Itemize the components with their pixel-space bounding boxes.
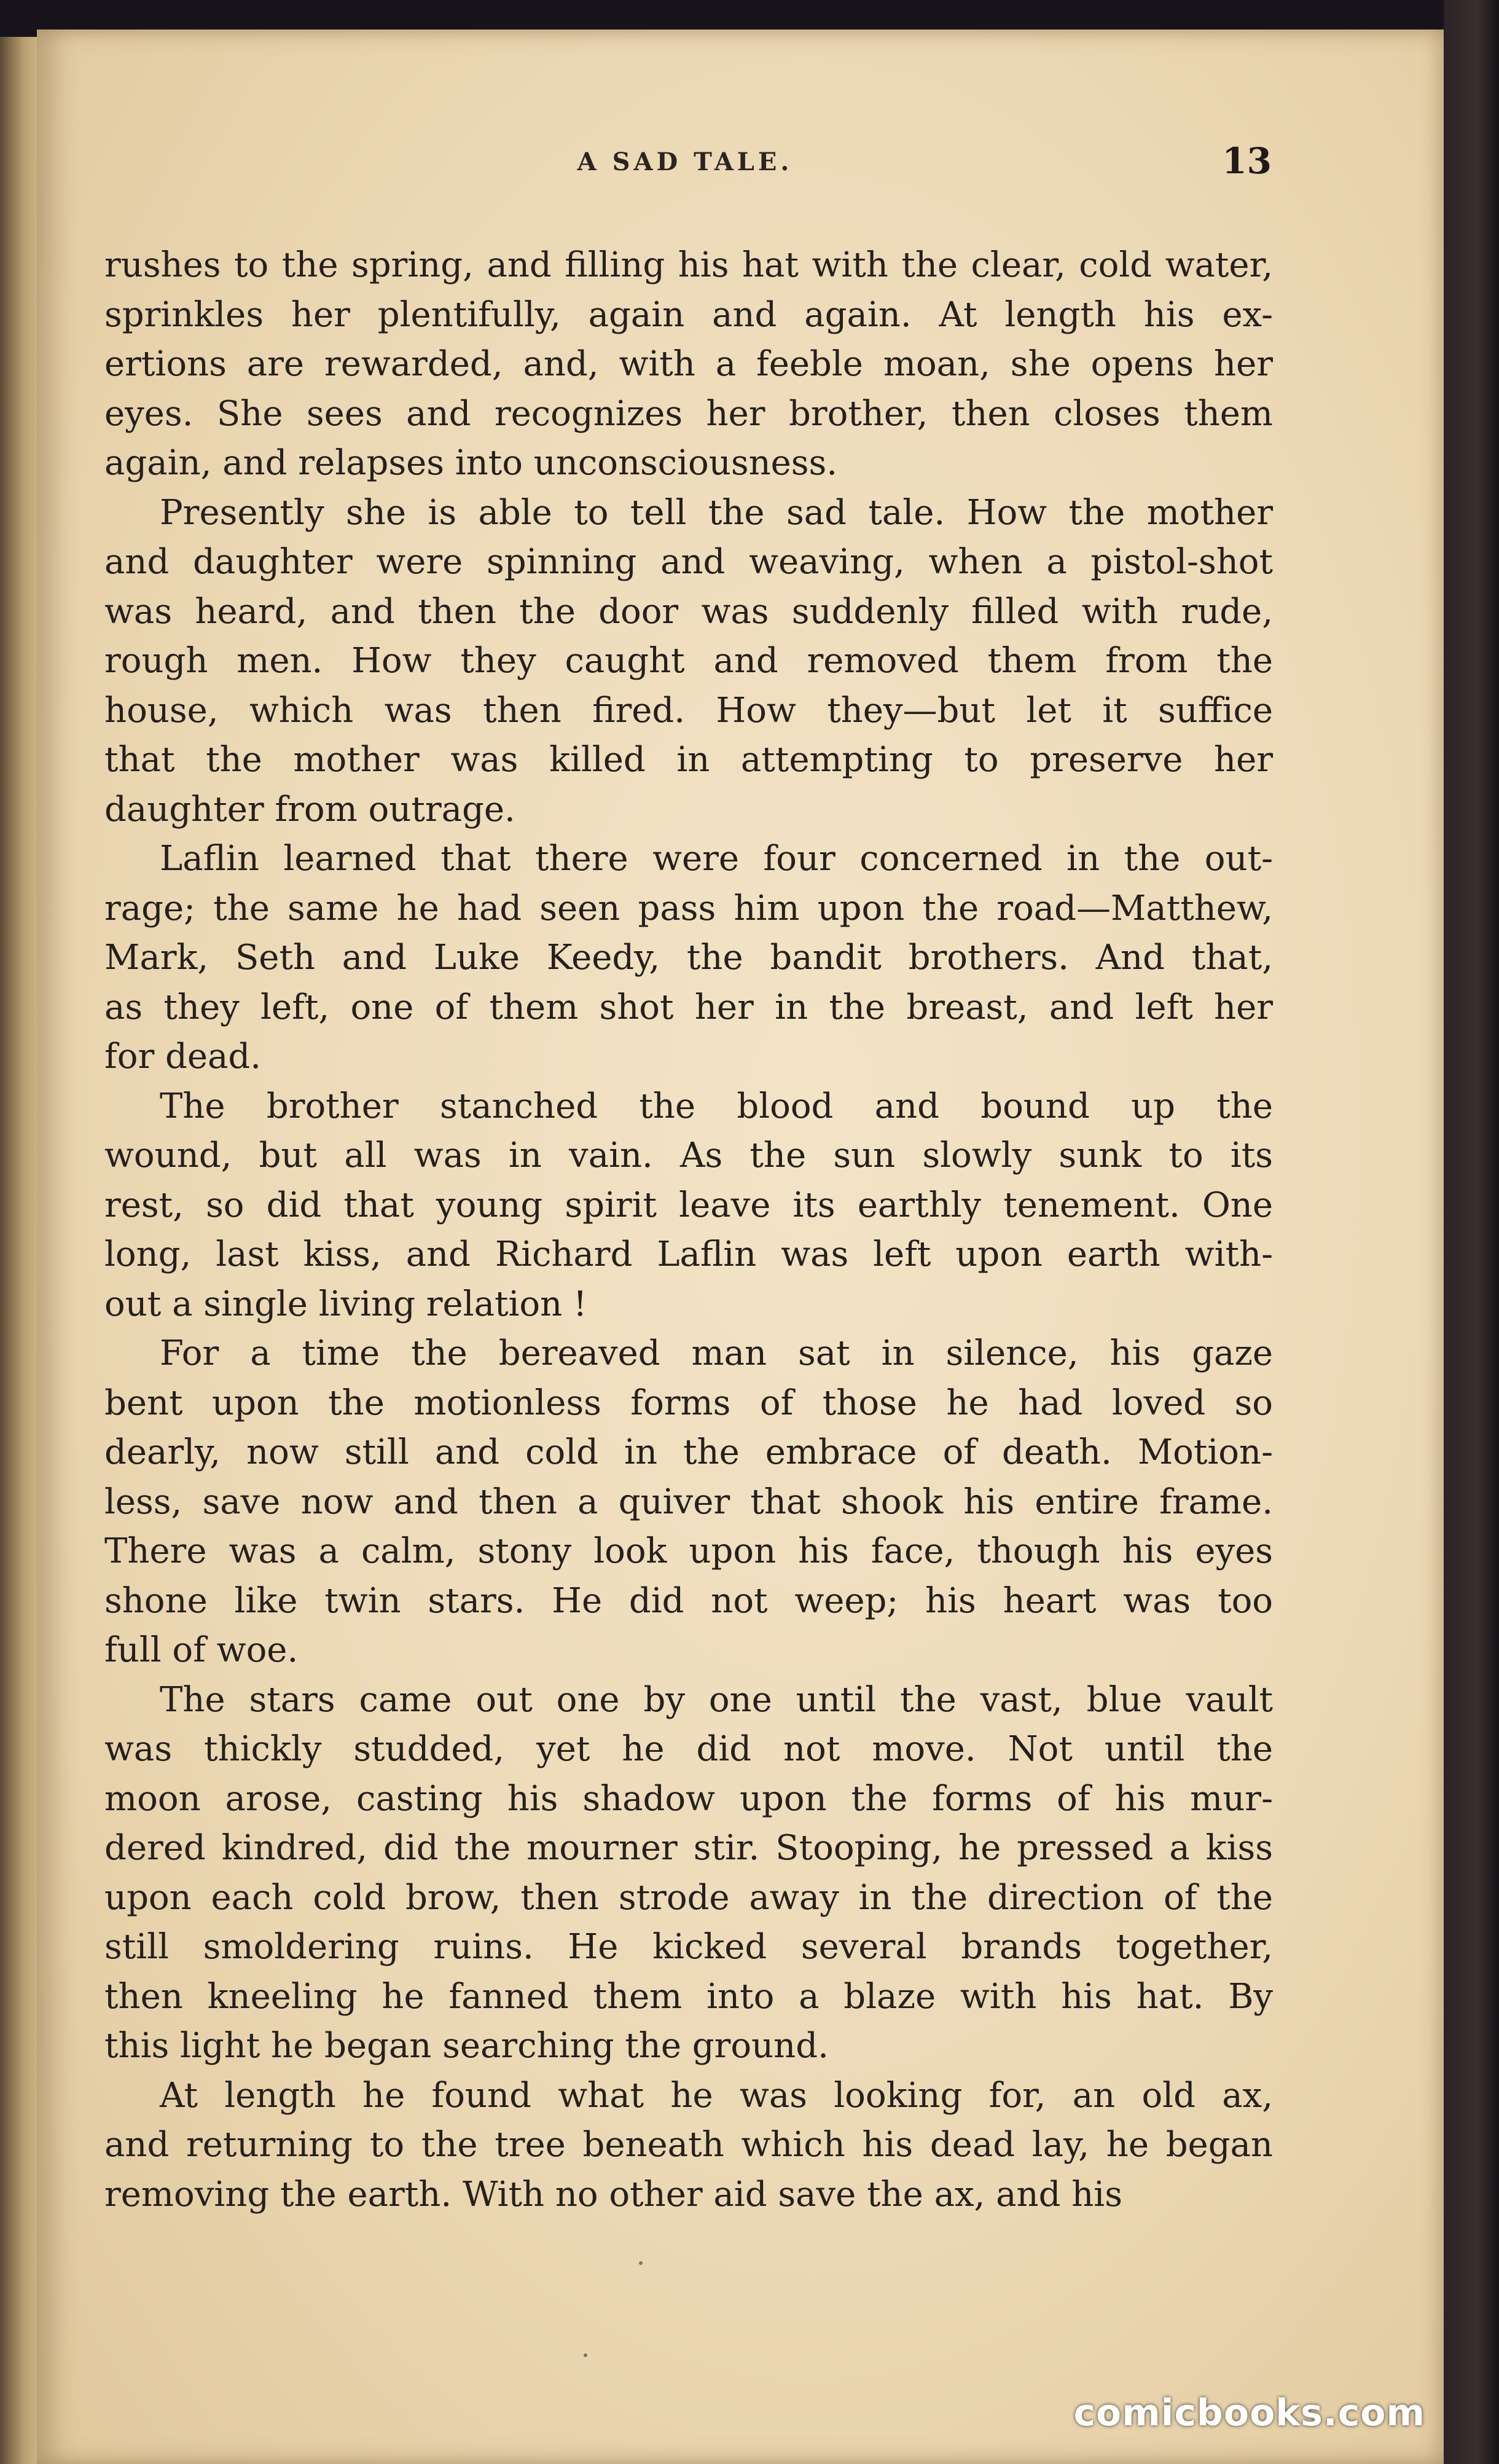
text-line: and daughter were spinning and weaving, when a pistol-shot (104, 542, 1273, 582)
text-line: ertions are rewarded, and, with a feeble moan, she opens her (104, 344, 1273, 384)
text-line: wound, but all was in vain. As the sun slowly sunk to its (104, 1136, 1273, 1175)
ink-speck (639, 2261, 643, 2265)
text-line: The brother stanched the blood and bound up the (160, 1086, 1273, 1126)
text-line: that the mother was killed in attempting to preserve her (104, 740, 1273, 780)
text-line: and returning to the tree beneath which his dead lay, he began (104, 2125, 1273, 2165)
page-number: 13 (1222, 140, 1272, 182)
text-line: long, last kiss, and Richard Laflin was left upon earth with- (104, 1234, 1273, 1274)
running-title: A SAD TALE. (577, 147, 793, 176)
text-line: still smoldering ruins. He kicked several brands together, (104, 1927, 1273, 1967)
text-line: dearly, now still and cold in the embrace of death. Motion- (104, 1432, 1273, 1472)
text-line: At length he found what he was looking for, an old ax, (160, 2075, 1273, 2116)
text-line: removing the earth. With no other aid save the ax, and his (104, 2174, 1122, 2215)
text-line: moon arose, casting his shadow upon the forms of his mur- (104, 1778, 1273, 1819)
text-line: rough men. How they caught and removed them from the (104, 641, 1273, 681)
text-line: The stars came out one by one until the vast, blue vault (160, 1679, 1273, 1720)
text-line: this light he began searching the ground. (104, 2026, 829, 2066)
text-line: Mark, Seth and Luke Keedy, the bandit brothers. And that, (104, 938, 1273, 978)
text-line: as they left, one of them shot her in the breast, and left her (104, 987, 1273, 1027)
text-line: less, save now and then a quiver that shook his entire frame. (104, 1481, 1273, 1522)
text-line: daughter from outrage. (104, 789, 515, 830)
text-line: dered kindred, did the mourner stir. Stooping, he pressed a kiss (104, 1828, 1273, 1868)
text-line: again, and relapses into unconsciousness. (104, 443, 838, 483)
text-line: upon each cold brow, then strode away in the direction of the (104, 1877, 1273, 1918)
text-line: Laflin learned that there were four concerned in the out- (160, 839, 1273, 879)
text-line: There was a calm, stony look upon his face, though his eyes (104, 1531, 1273, 1571)
text-line: then kneeling he fanned them into a blaze with his hat. By (104, 1976, 1273, 2017)
text-line: sprinkles her plentifully, again and again. At length his ex- (104, 294, 1273, 335)
text-line: house, which was then fired. How they—but let it suffice (104, 690, 1273, 731)
text-line: bent upon the motionless forms of those he had loved so (104, 1383, 1273, 1423)
text-line: rage; the same he had seen pass him upon the road—Matthew, (104, 888, 1273, 928)
text-line: shone like twin stars. He did not weep; his heart was too (104, 1580, 1273, 1621)
text-line: eyes. She sees and recognizes her brother, then closes them (104, 393, 1273, 434)
page-edge-shadow (1444, 0, 1499, 2464)
site-watermark: comicbooks.com (1073, 2391, 1425, 2435)
text-line: rest, so did that young spirit leave its earthly tenement. One (104, 1185, 1273, 1225)
text-line: full of woe. (104, 1630, 299, 1670)
text-line: was thickly studded, yet he did not move. Not until the (104, 1729, 1273, 1769)
page-header (98, 140, 1272, 189)
text-line: For a time the bereaved man sat in silence, his gaze (160, 1333, 1273, 1373)
text-line: was heard, and then the door was suddenly filled with rude, (104, 591, 1273, 632)
text-line: Presently she is able to tell the sad tale. How the mother (160, 492, 1273, 533)
text-line: rushes to the spring, and filling his hat with the clear, cold water, (104, 245, 1273, 285)
body-text (104, 241, 1273, 2219)
text-line: for dead. (104, 1037, 262, 1077)
text-line: out a single living relation ! (104, 1284, 587, 1324)
ink-speck (584, 2353, 587, 2357)
